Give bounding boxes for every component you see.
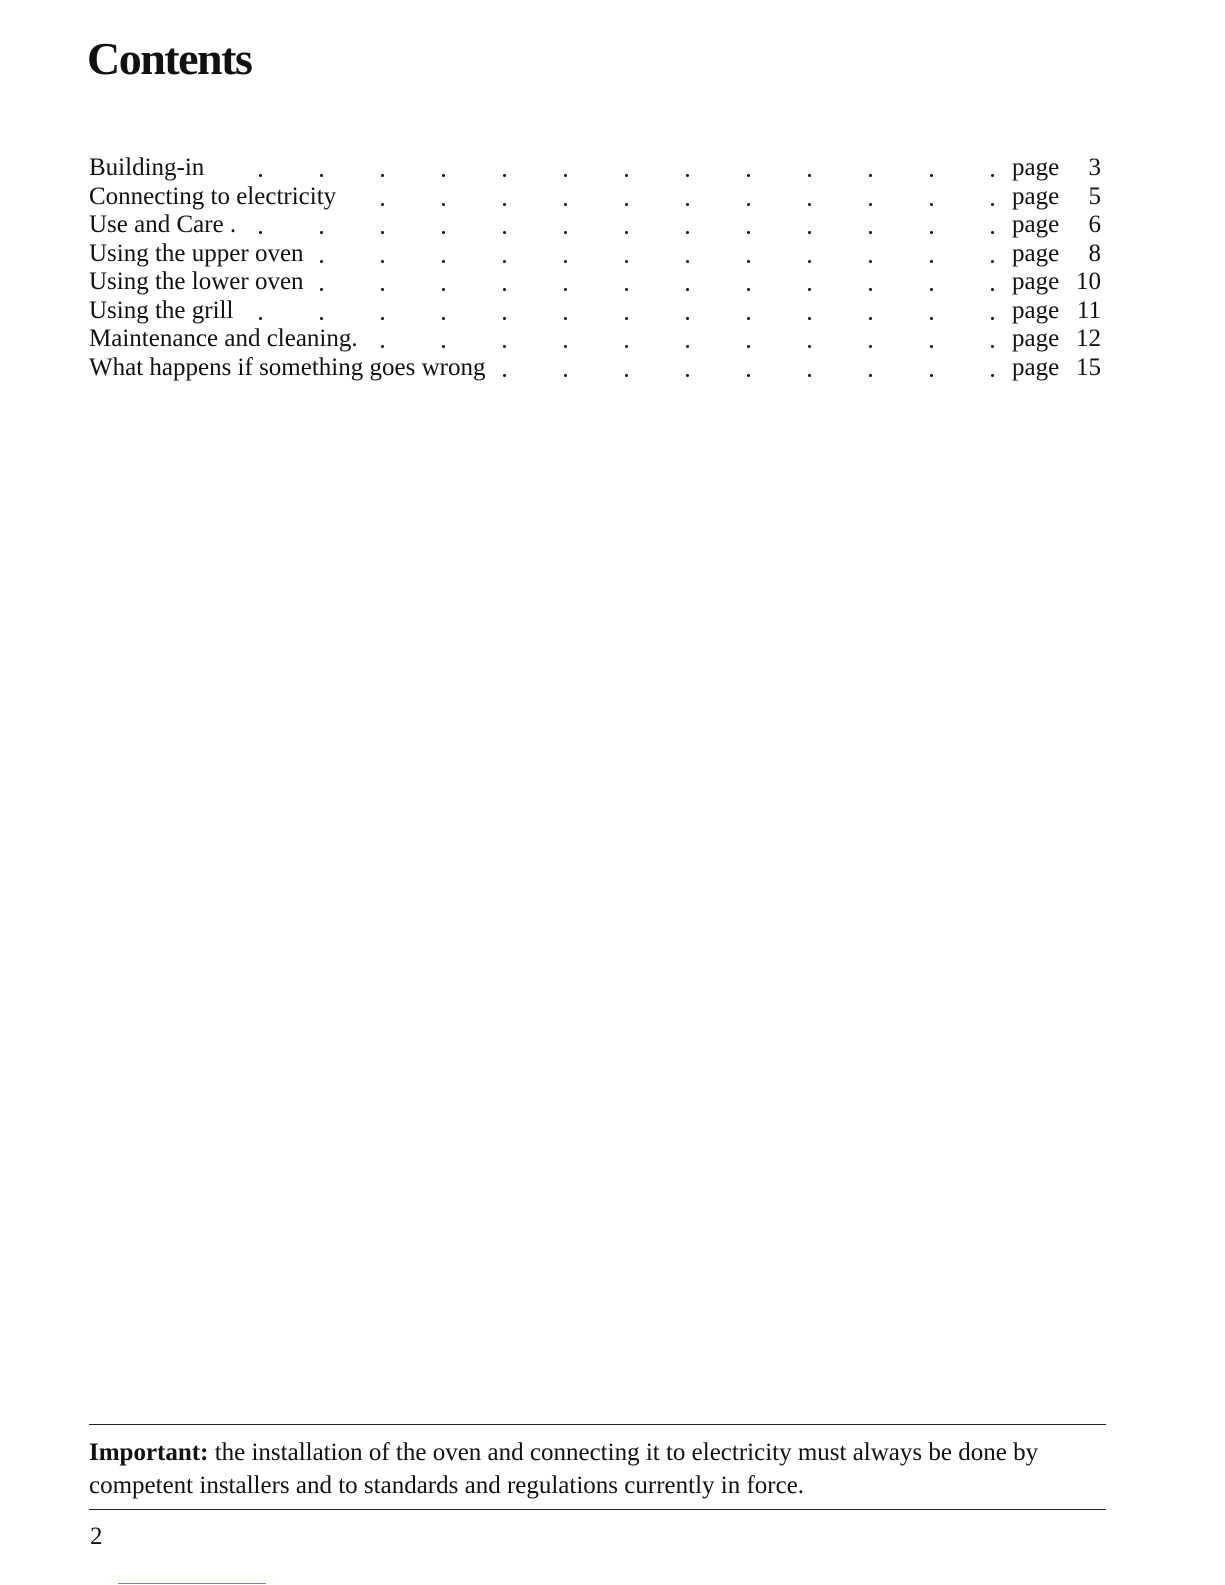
toc-page-word: page bbox=[1012, 239, 1060, 267]
leader-dot bbox=[686, 174, 689, 177]
toc-entry-label: Use and Care . bbox=[89, 211, 240, 240]
leader-dot bbox=[503, 203, 506, 206]
toc-page-number: 12 bbox=[1076, 325, 1101, 352]
leader-dot bbox=[686, 288, 689, 291]
notice-divider-top bbox=[89, 1424, 1106, 1425]
important-notice bbox=[89, 1436, 1119, 1502]
leader-dot bbox=[625, 317, 628, 320]
toc-page-number: 6 bbox=[1088, 211, 1101, 238]
leader-dot bbox=[686, 374, 689, 377]
leader-dot bbox=[869, 174, 872, 177]
leader-dot bbox=[930, 317, 933, 320]
toc-entry[interactable] bbox=[89, 240, 1107, 269]
leader-dot bbox=[625, 231, 628, 234]
leader-dot bbox=[991, 288, 994, 291]
leader-dot bbox=[259, 231, 262, 234]
toc-entry[interactable] bbox=[89, 183, 1107, 212]
leader-dot bbox=[320, 288, 323, 291]
toc-entry-label: Maintenance and cleaning. bbox=[89, 325, 362, 354]
toc-page-number: 10 bbox=[1076, 268, 1101, 295]
toc-page-word: page bbox=[1012, 296, 1060, 324]
toc-page-number: 5 bbox=[1088, 182, 1101, 210]
leader-dot bbox=[564, 374, 567, 377]
leader-dot bbox=[869, 203, 872, 206]
leader-dot bbox=[808, 374, 811, 377]
leader-dot bbox=[442, 174, 445, 177]
toc-page-word: page bbox=[1012, 154, 1060, 181]
leader-dot bbox=[442, 345, 445, 348]
leader-dot bbox=[259, 174, 262, 177]
toc-page-word: page bbox=[1012, 325, 1060, 352]
leader-dot bbox=[686, 203, 689, 206]
leader-dot bbox=[930, 203, 933, 206]
toc-entry-label: What happens if something goes wrong bbox=[89, 354, 489, 383]
leader-dot bbox=[564, 288, 567, 291]
leader-dot bbox=[503, 374, 506, 377]
leader-dot bbox=[503, 174, 506, 177]
leader-dot bbox=[564, 345, 567, 348]
leader-dot bbox=[808, 231, 811, 234]
leader-dot bbox=[381, 317, 384, 320]
leader-dot bbox=[808, 174, 811, 177]
leader-dot bbox=[930, 374, 933, 377]
leader-dot bbox=[503, 231, 506, 234]
leader-dot bbox=[747, 374, 750, 377]
toc-entry[interactable] bbox=[89, 154, 1107, 183]
leader-dot bbox=[320, 260, 323, 263]
leader-dot bbox=[747, 260, 750, 263]
leader-dot bbox=[686, 345, 689, 348]
dot-leader bbox=[259, 183, 1049, 212]
leader-dot bbox=[808, 288, 811, 291]
leader-dot bbox=[503, 288, 506, 291]
leader-dot bbox=[503, 345, 506, 348]
leader-dot bbox=[991, 203, 994, 206]
leader-dot bbox=[930, 231, 933, 234]
toc-entry-label: Using the upper oven bbox=[89, 240, 308, 269]
leader-dot bbox=[869, 345, 872, 348]
leader-dot bbox=[930, 174, 933, 177]
leader-dot bbox=[259, 317, 262, 320]
leader-dot bbox=[686, 231, 689, 234]
dot-leader bbox=[259, 154, 1049, 183]
leader-dot bbox=[320, 231, 323, 234]
toc-page-number: 15 bbox=[1076, 353, 1101, 381]
leader-dot bbox=[381, 288, 384, 291]
toc-entry[interactable] bbox=[89, 211, 1107, 240]
toc-entry-label: Building-in bbox=[89, 154, 208, 183]
dot-leader bbox=[259, 297, 1049, 326]
toc-page-word: page bbox=[1012, 211, 1060, 238]
toc-entry[interactable] bbox=[89, 354, 1107, 383]
leader-dot bbox=[320, 174, 323, 177]
leader-dot bbox=[808, 203, 811, 206]
leader-dot bbox=[381, 231, 384, 234]
table-of-contents bbox=[89, 154, 1107, 382]
dot-leader bbox=[259, 240, 1049, 269]
leader-dot bbox=[625, 174, 628, 177]
leader-dot bbox=[747, 203, 750, 206]
scan-artifact-line bbox=[118, 1583, 266, 1584]
leader-dot bbox=[564, 203, 567, 206]
leader-dot bbox=[503, 317, 506, 320]
page-title: Contents bbox=[87, 33, 252, 84]
leader-dot bbox=[869, 317, 872, 320]
toc-page-number: 3 bbox=[1088, 154, 1101, 181]
leader-dot bbox=[442, 203, 445, 206]
toc-page-word: page bbox=[1012, 353, 1060, 381]
leader-dot bbox=[869, 260, 872, 263]
leader-dot bbox=[747, 174, 750, 177]
leader-dot bbox=[442, 260, 445, 263]
toc-entry[interactable] bbox=[89, 325, 1107, 354]
toc-entry-label: Using the grill bbox=[89, 297, 237, 326]
leader-dot bbox=[991, 231, 994, 234]
leader-dot bbox=[625, 374, 628, 377]
leader-dot bbox=[564, 260, 567, 263]
leader-dot bbox=[625, 288, 628, 291]
leader-dot bbox=[930, 260, 933, 263]
leader-dot bbox=[503, 260, 506, 263]
leader-dot bbox=[564, 231, 567, 234]
toc-entry-label: Connecting to electricity bbox=[89, 183, 340, 212]
notice-text: the installation of the oven and connecting it to electricity must always be done by competent installers and to standards and regulations currently in force. bbox=[89, 1439, 1039, 1499]
leader-dot bbox=[381, 345, 384, 348]
leader-dot bbox=[381, 203, 384, 206]
leader-dot bbox=[625, 345, 628, 348]
leader-dot bbox=[564, 317, 567, 320]
leader-dot bbox=[747, 231, 750, 234]
dot-leader bbox=[259, 268, 1049, 297]
leader-dot bbox=[625, 260, 628, 263]
notice-divider-bottom bbox=[89, 1509, 1106, 1510]
leader-dot bbox=[808, 317, 811, 320]
leader-dot bbox=[747, 345, 750, 348]
toc-page-word: page bbox=[1012, 182, 1060, 210]
toc-page-number: 11 bbox=[1076, 296, 1101, 324]
leader-dot bbox=[991, 174, 994, 177]
leader-dot bbox=[564, 174, 567, 177]
leader-dot bbox=[991, 260, 994, 263]
leader-dot bbox=[442, 288, 445, 291]
leader-dot bbox=[808, 260, 811, 263]
leader-dot bbox=[747, 288, 750, 291]
leader-dot bbox=[686, 317, 689, 320]
leader-dot bbox=[686, 260, 689, 263]
toc-entry-label: Using the lower oven bbox=[89, 268, 308, 297]
page-number: 2 bbox=[90, 1523, 103, 1550]
leader-dot bbox=[320, 317, 323, 320]
notice-label: Important: bbox=[89, 1439, 209, 1466]
dot-leader bbox=[259, 325, 1049, 354]
toc-entry[interactable] bbox=[89, 297, 1107, 326]
leader-dot bbox=[930, 345, 933, 348]
leader-dot bbox=[991, 345, 994, 348]
leader-dot bbox=[991, 317, 994, 320]
leader-dot bbox=[930, 288, 933, 291]
leader-dot bbox=[869, 374, 872, 377]
leader-dot bbox=[625, 203, 628, 206]
toc-page-word: page bbox=[1012, 268, 1060, 295]
leader-dot bbox=[442, 317, 445, 320]
dot-leader bbox=[259, 211, 1049, 240]
leader-dot bbox=[869, 231, 872, 234]
leader-dot bbox=[869, 288, 872, 291]
leader-dot bbox=[808, 345, 811, 348]
toc-page-number: 8 bbox=[1088, 239, 1101, 267]
leader-dot bbox=[381, 260, 384, 263]
leader-dot bbox=[747, 317, 750, 320]
leader-dot bbox=[442, 231, 445, 234]
leader-dot bbox=[991, 374, 994, 377]
toc-entry[interactable] bbox=[89, 268, 1107, 297]
leader-dot bbox=[381, 174, 384, 177]
